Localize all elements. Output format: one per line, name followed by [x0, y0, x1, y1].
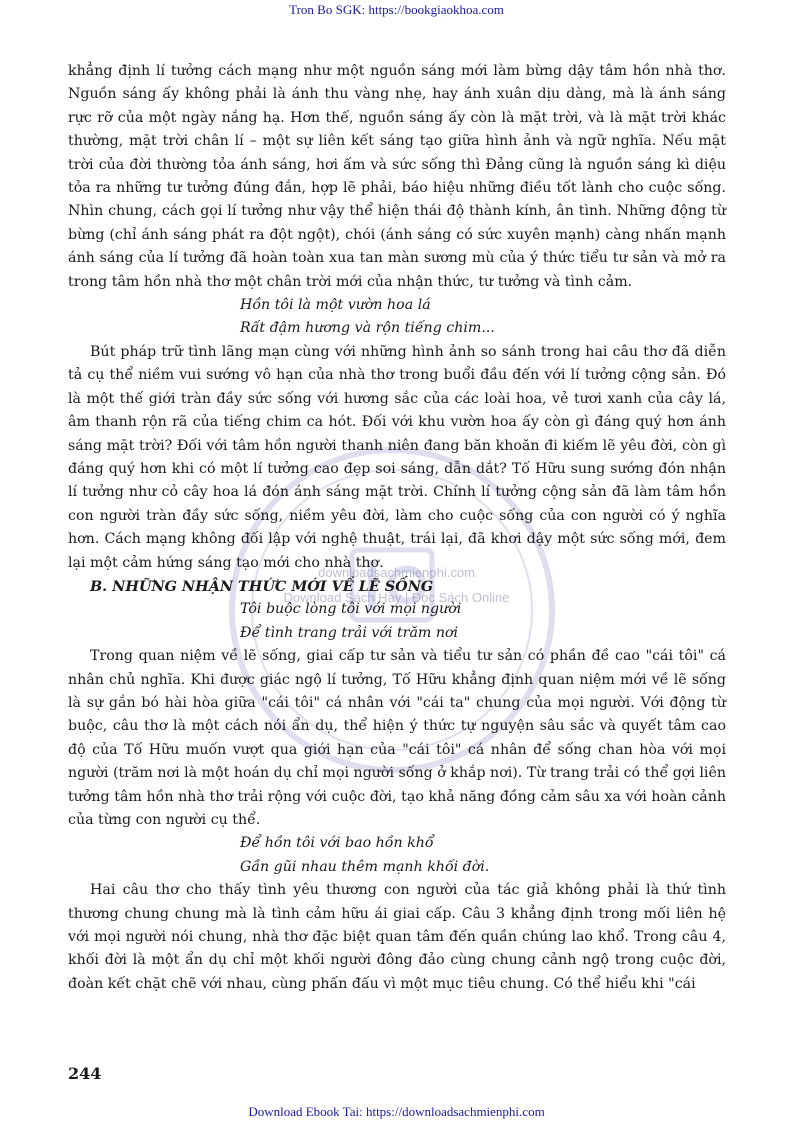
section-heading: B. NHỮNG NHẬN THỨC MỚI VỀ LẼ SỐNG: [90, 577, 434, 595]
poem-verse: Rất đậm hương và rộn tiếng chim...: [240, 320, 495, 337]
body-paragraph: Trong quan niệm về lẽ sống, giai cấp tư sản và tiểu tư sản có phần đề cao "cái tôi" cá nhân chủ nghĩa. Khi được giác ngộ lí tưởng, Tố Hữu khẳng định quan niệm mới về lẽ sống là sự gắn bó hài hòa giữa "cái tôi" cá nhân với "cái ta" chung của mọi người. Với động từ buộc, câu thơ là một cách nói ẩn dụ, thể hiện ý thức tự nguyện sâu sắc và quyết tâm cao độ của Tố Hữu muốn vượt qua giới hạn của "cái tôi" cá nhân để sống chan hòa với mọi người (trăm nơi là một hoán dụ chỉ mọi người sống ở khắp nơi). Từ trang trải có thể gợi liên tưởng tâm hồn nhà thơ trải rộng với cuộc đời, tạo khả năng đồng cảm sâu xa với hoàn cảnh của từng con người cụ thể.: [68, 648, 726, 828]
body-paragraph: Hai câu thơ cho thấy tình yêu thương con người của tác giả không phải là thứ tình thương chung chung mà là tình cảm hữu ái giai cấp. Câu 3 khẳng định trong mối liên hệ với mọi người nói chung, nhà thơ đặc biệt quan tâm đến quần chúng lao khổ. Trong câu 4, khối đời là một ẩn dụ chỉ một khối người đông đảo cùng chung cảnh ngộ trong cuộc đời, đoàn kết chặt chẽ với nhau, cùng phấn đấu vì một mục tiêu chung. Có thể hiểu khi "cái: [68, 882, 726, 992]
body-paragraph: khẳng định lí tưởng cách mạng như một nguồn sáng mới làm bừng dậy tâm hồn nhà thơ. Nguồn sáng ấy không phải là ánh thu vàng nhẹ, hay ánh xuân dịu dàng, mà là ánh sáng rực rỡ của một ngày nắng hạ. Hơn thế, nguồn sáng ấy còn là mặt trời, và là mặt trời khác thường, mặt trời chân lí – một sự liên kết sáng tạo giữa hình ảnh và ngữ nghĩa. Nếu mặt trời của đời thường tỏa ánh sáng, hơi ấm và sức sống thì Đảng cũng là nguồn sáng kì diệu tỏa ra những tư tưởng đúng đắn, hợp lẽ phải, báo hiệu những điều tốt lành cho cuộc sống. Nhìn chung, cách gọi lí tưởng như vậy thể hiện thái độ thành kính, ân tình. Những động từ bừng (chỉ ánh sáng phát ra đột ngột), chói (ánh sáng có sức xuyên mạnh) càng nhấn mạnh ánh sáng của lí tưởng đã hoàn toàn xua tan màn sương mù của ý thức tiểu tư sản và mở ra trong tâm hồn nhà thơ một chân trời mới của nhận thức, tư tưởng và tình cảm.: [68, 63, 726, 290]
poem-verse: Tôi buộc lòng tôi với mọi người: [240, 601, 462, 618]
footer-download-link[interactable]: Download Ebook Tai: https://downloadsachmienphi.com: [248, 1104, 545, 1119]
poem-verse: Gần gũi nhau thêm mạnh khối đời.: [240, 858, 490, 875]
header-source-link[interactable]: Tron Bo SGK: https://bookgiaokhoa.com: [289, 2, 504, 17]
page-body: [68, 60, 726, 996]
watermark-tagline-text: Download Sách Hay | Đọc Sách Online: [283, 590, 510, 605]
poem-verse: Để hồn tôi với bao hồn khổ: [240, 835, 434, 852]
body-paragraph: Bút pháp trữ tình lãng mạn cùng với những hình ảnh so sánh trong hai câu thơ đã diễn tả cụ thể niềm vui sướng vô hạn của nhà thơ trong buổi đầu đến với lí tưởng cộng sản. Đó là một thế giới tràn đầy sức sống với hương sắc của các loài hoa, vẻ tươi xanh của cây lá, âm thanh rộn rã của tiếng chim ca hót. Đối với khu vườn hoa ấy còn gì đáng quý hơn ánh sáng mặt trời? Đối với tâm hồn người thanh niên đang băn khoăn đi kiếm lẽ yêu đời, còn gì đáng quý hơn khi có một lí tưởng cao đẹp soi sáng, dẫn dắt? Tố Hữu sung sướng đón nhận lí tưởng như cỏ cây hoa lá đón ánh sáng mặt trời. Chính lí tưởng cộng sản đã làm tâm hồn con người tràn đầy sức sống, niềm yêu đời, làm cho cuộc sống của con người có ý nghĩa hơn. Cách mạng không đối lập với nghệ thuật, trái lại, đã khơi dậy một sức sống mới, đem lại một cảm hứng sáng tạo mới cho nhà thơ.: [68, 343, 726, 571]
watermark-site-text: downloadsachmienphi.com: [318, 565, 475, 580]
poem-verse: Hồn tôi là một vườn hoa lá: [240, 297, 431, 314]
page-number: 244: [68, 1064, 102, 1083]
poem-verse: Để tình trang trải với trăm nơi: [240, 624, 459, 641]
